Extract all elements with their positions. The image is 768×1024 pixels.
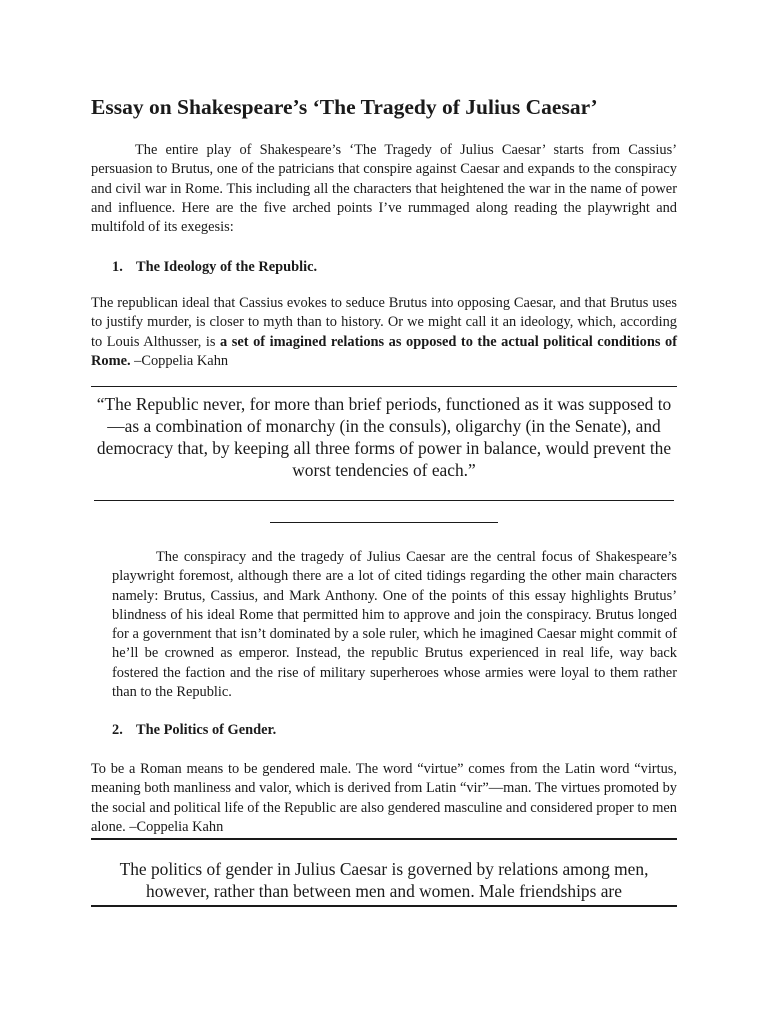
conspiracy-paragraph: The conspiracy and the tragedy of Julius Caesar are the central focus of Shakespeare’s playwright foremost, although there are a lot of cited tidings regarding the other main characters namely: Brutus, Cassius, and Mark Anthony. One of the points of this essay highlights Brutus’ blindness of his ideal Rome that permitted him to approve and join the conspiracy. Brutus longed for a government that isn’t dominated by a sole ruler, which he imagined Caesar might commit of he’ll be crowned as emperor. Instead, the republic Brutus experienced in real life, way back fostered the faction and the rise of military superheroes whose armies were loyal to them rather than to the Republic.	[112, 549, 677, 701]
quote-1-top-rule	[91, 386, 677, 387]
gender-quote: The politics of gender in Julius Caesar is governed by relations among men, however, rather than between men and women. Male friendships are	[119, 859, 649, 901]
section-2-number: 2.	[112, 722, 123, 738]
quote-1-short-rule	[270, 522, 498, 523]
section-1-number: 1.	[112, 259, 123, 275]
quote-2-top-rule	[91, 838, 677, 840]
republic-paragraph	[91, 294, 677, 371]
republic-paragraph-text: The republican ideal that Cassius evokes to seduce Brutus into opposing Caesar, and that Brutus uses to justify murder, is closer to myth than to history. Or we might call it an ideology, which, according to Louis Althusser, is	[91, 295, 677, 350]
quote-2-bottom-rule	[91, 905, 677, 907]
republic-quote: “The Republic never, for more than brief periods, functioned as it was supposed to —as a combination of monarchy (in the consuls), oligarchy (in the Senate), and democracy that, by keeping all three forms of power in balance, would prevent the worst tendencies of each.”	[96, 394, 672, 480]
quote-1-bottom-rule	[94, 500, 674, 501]
intro-paragraph: The entire play of Shakespeare’s ‘The Tragedy of Julius Caesar’ starts from Cassius’ persuasion to Brutus, one of the patricians that conspire against Caesar and expands to the conspiracy and civil war in Rome. This including all the characters that heightened the war in the name of power and influence. Here are the five arched points I’ve rummaged along reading the playwright and multifold of its exegesis:	[91, 142, 677, 236]
essay-title: Essay on Shakespeare’s ‘The Tragedy of Julius Caesar’	[91, 95, 598, 119]
republic-paragraph-attribution: –Coppelia Kahn	[130, 352, 229, 369]
gender-paragraph: To be a Roman means to be gendered male. The word “virtue” comes from the Latin word “virtus, meaning both manliness and valor, which is derived from Latin “vir”—man. The virtues promoted by the social and political life of the Republic are also gendered masculine and considered proper to men alone. –Coppelia Kahn	[91, 761, 677, 835]
section-2-title: The Politics of Gender.	[136, 722, 277, 738]
section-2-heading	[112, 721, 276, 740]
section-1-title: The Ideology of the Republic.	[136, 259, 318, 275]
section-1-heading	[112, 258, 317, 277]
republic-paragraph-bold: a set of imagined relations as opposed to the actual political conditions of Rome.	[91, 333, 677, 369]
